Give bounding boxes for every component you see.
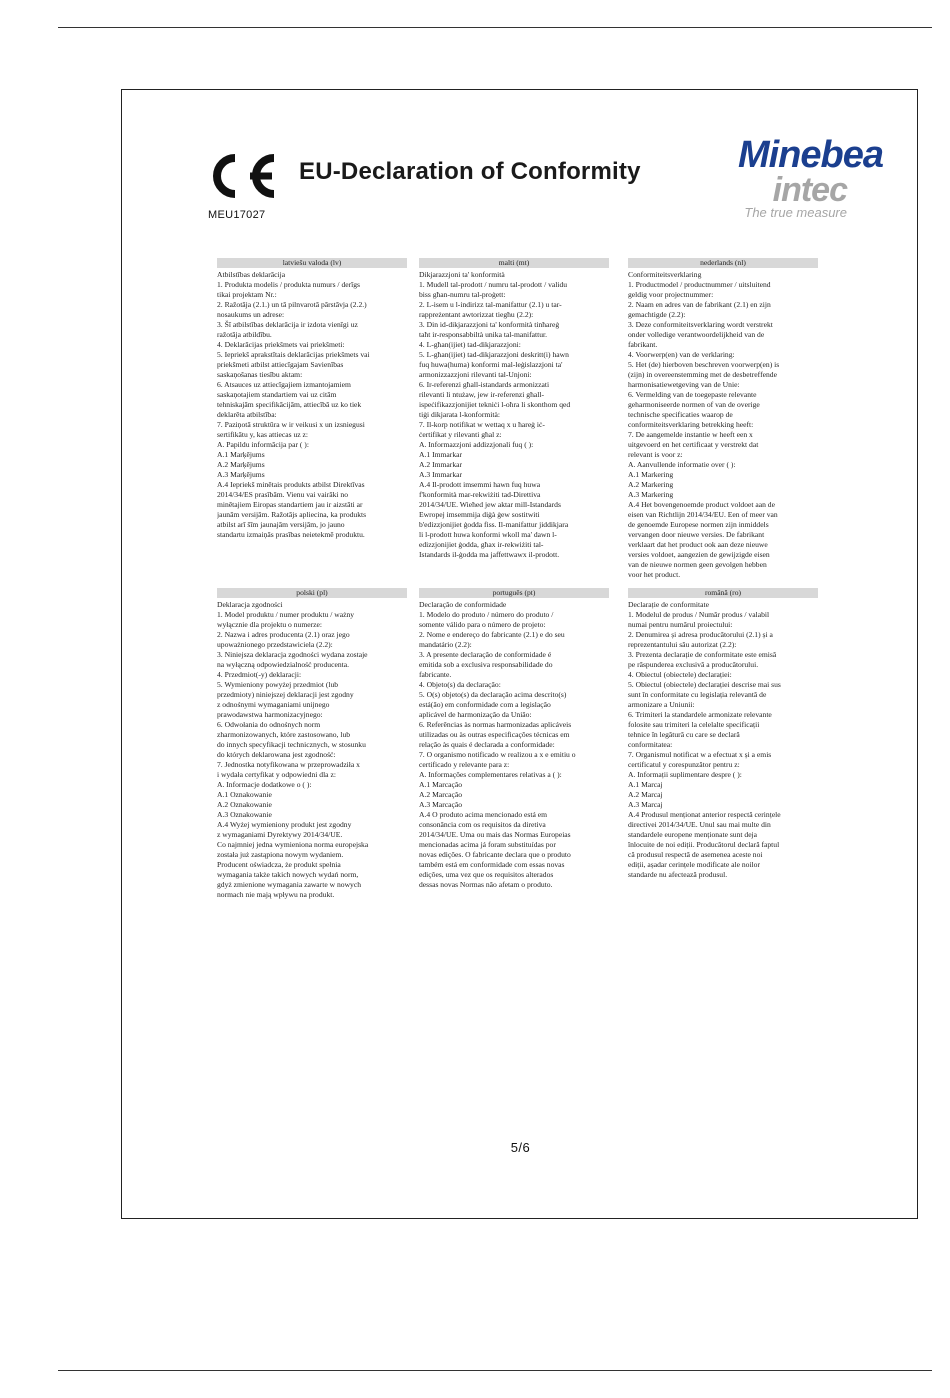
declaration-text-line: 5. Obiectul (obiectele) declarației descrise mai sus xyxy=(628,680,781,689)
declaration-text-line: harmonisatiewetgeving van de Unie: xyxy=(628,380,740,389)
declaration-text-line: tehniskajām specifikācijām, attiecībā uz ko tiek xyxy=(217,400,362,409)
declaration-text-line: 5. L-għan(ijiet) tad-dikjarazzjoni deskritt(i) hawn xyxy=(419,350,569,359)
declaration-text-line: A.1 Marcaj xyxy=(628,780,663,789)
declaration-text-line: numai pentru numărul proiectului: xyxy=(628,620,733,629)
declaration-text-line: A. Aanvullende informatie over ( ): xyxy=(628,460,736,469)
declaration-text-line: A.3 Immarkar xyxy=(419,470,463,479)
language-section xyxy=(628,588,818,880)
declaration-text-line: rilevanti li ntużaw, jew ir-referenzi għall- xyxy=(419,390,545,399)
declaration-text-line: A.3 Marcação xyxy=(419,800,463,809)
declaration-text-line: A.3 Marcaj xyxy=(628,800,663,809)
declaration-text-line: Atbilstības deklarācija xyxy=(217,270,286,279)
declaration-text-line: 2014/34/UE. Uma ou mais das Normas Europeias xyxy=(419,830,571,839)
declaration-text-line: ediții, așadar cerințele modificate ale noilor xyxy=(628,860,760,869)
declaration-text-line: i wydała certyfikat y odpowiedni dla z: xyxy=(217,770,336,779)
ce-mark-icon xyxy=(202,146,282,206)
language-header: română (ro) xyxy=(628,588,818,598)
declaration-text-line: consonância com os requisitos da diretiva xyxy=(419,820,546,829)
declaration-text-line: wyłącznie dla projektu o numerze: xyxy=(217,620,323,629)
declaration-text-line: 4. Objeto(s) da declaração: xyxy=(419,680,501,689)
declaration-text-line: de genoemde Europese normen zijn inmiddels xyxy=(628,520,769,529)
declaration-text-line: directivei 2014/34/UE. Unul sau mai multe din xyxy=(628,820,771,829)
declaration-text-line: gemachtigde (2.2): xyxy=(628,310,686,319)
declaration-text-line: (zijn) in overeenstemming met de desbetreffende xyxy=(628,370,777,379)
declaration-text-line: utilizadas ou às outras especificações técnicas em xyxy=(419,730,570,739)
declaration-text-line: b'edizzjonijiet ġodda fiss. Il-manifattur jiddikjara xyxy=(419,520,569,529)
declaration-text-line: z odnośnymi wymaganiami unijnego xyxy=(217,700,330,709)
declaration-text-line: saskaņotajiem standartiem vai uz citām xyxy=(217,390,337,399)
declaration-text-line: também está em conformidade com essas novas xyxy=(419,860,565,869)
declaration-text-line: 3. Din id-dikjarazzjoni ta' konformità tinħareġ xyxy=(419,320,560,329)
declaration-text-line: 2. Denumirea și adresa producătorului (2.1) și a xyxy=(628,630,773,639)
declaration-text-line: standartu izmaiņās prasības neietekmē produktu. xyxy=(217,530,365,539)
declaration-text-line: novas edições. O fabricante declara que o produto xyxy=(419,850,571,859)
declaration-text-line: Dikjarazzjoni ta' konformità xyxy=(419,270,505,279)
declaration-text-line: 7. Paziņotā struktūra w ir veikusi x un izsniegusi xyxy=(217,420,365,429)
declaration-text-line: A.1 Immarkar xyxy=(419,450,463,459)
language-section xyxy=(217,258,407,540)
declaration-text-line: A. Informacje dodatkowe o ( ): xyxy=(217,780,312,789)
declaration-text-line: 3. Prezenta declarație de conformitate este emisă xyxy=(628,650,777,659)
declaration-text-line: ċertifikat y rilevanti għal z: xyxy=(419,430,502,439)
declaration-text-line: că produsul respectă de asemenea aceste noi xyxy=(628,850,763,859)
declaration-text-line: 5. Iepriekš aprakstītais deklarācijas priekšmets vai xyxy=(217,350,370,359)
declaration-text-line: onder volledige verantwoordelijkheid van de xyxy=(628,330,765,339)
brand-name-primary: Minebea xyxy=(737,134,883,176)
declaration-text-line: wymagania także takich nowych wydań norm, xyxy=(217,870,359,879)
declaration-text-line: 1. Modelo do produto / número do produto / xyxy=(419,610,554,619)
declaration-text-line: 6. Odwołania do odnośnych norm xyxy=(217,720,321,729)
declaration-text-line: A.1 Marcação xyxy=(419,780,463,789)
bottom-rule xyxy=(58,1370,932,1371)
declaration-text-line: nosaukums un adrese: xyxy=(217,310,285,319)
declaration-text-line: van de nieuwe normen geen gevolgen hebben xyxy=(628,560,767,569)
declaration-text-line: 7. Il-korp notifikat w wettaq x u ħareġ iċ- xyxy=(419,420,545,429)
declaration-text-line: Producent oświadcza, że produkt spełnia xyxy=(217,860,341,869)
declaration-text-line: A.4 Iepriekš minētais produkts atbilst Direktīvas xyxy=(217,480,365,489)
declaration-text-line: 2. Ražotāja (2.1.) un tā pilnvarotā pārstāvja (2.2.) xyxy=(217,300,367,309)
declaration-text-line: 2. Nazwa i adres producenta (2.1) oraz jego xyxy=(217,630,350,639)
declaration-text-line: do których deklarowana jest zgodność: xyxy=(217,750,336,759)
declaration-text-line: A.2 Marcação xyxy=(419,790,463,799)
declaration-text-line: 7. Jednostka notyfikowana w przeprowadziła x xyxy=(217,760,360,769)
declaration-text-line: eisen van Richtlijn 2014/34/EU. Een of meer van xyxy=(628,510,778,519)
declaration-text-line: A.2 Marķējums xyxy=(217,460,265,469)
language-header: latviešu valoda (lv) xyxy=(217,258,407,268)
declaration-text-line: na wyłączną odpowiedzialność producenta. xyxy=(217,660,349,669)
declaration-text-line: 6. Atsauces uz attiecīgajiem izmantojamiem xyxy=(217,380,351,389)
section-body xyxy=(217,600,407,900)
language-header: polski (pl) xyxy=(217,588,407,598)
declaration-text-line: conformiteitsverklaring betrekking heeft: xyxy=(628,420,754,429)
language-header: português (pt) xyxy=(419,588,609,598)
declaration-text-line: Istandards il-ġodda ma jaffettwawx il-prodott. xyxy=(419,550,560,559)
declaration-text-line: A.4 Het bovengenoemde product voldoet aan de xyxy=(628,500,775,509)
document-title: EU-Declaration of Conformity xyxy=(299,158,641,185)
declaration-text-line: prawodawstwa harmonizacyjnego: xyxy=(217,710,323,719)
declaration-text-line: 4. L-għan(ijiet) tad-dikjarazzjoni: xyxy=(419,340,521,349)
declaration-text-line: relação às quais é declarada a conformidade: xyxy=(419,740,555,749)
declaration-text-line: A. Informații suplimentare despre ( ): xyxy=(628,770,742,779)
declaration-text-line: 6. Vermelding van de toegepaste relevante xyxy=(628,390,757,399)
declaration-text-line: priekšmeti atbilst attiecīgajam Savienības xyxy=(217,360,344,369)
declaration-text-line: 6. Ir-referenzi għall-istandards armonizzati xyxy=(419,380,550,389)
declaration-text-line: A.2 Marcaj xyxy=(628,790,663,799)
language-section xyxy=(628,258,818,580)
declaration-text-line: 2. Nome e endereço do fabricante (2.1) e do seu xyxy=(419,630,565,639)
language-section xyxy=(217,588,407,900)
declaration-text-line: 5. Het (de) hierboven beschreven voorwerp(en) is xyxy=(628,360,780,369)
declaration-text-line: geharmoniseerde normen of van de overige xyxy=(628,400,760,409)
declaration-text-line: 3. A presente declaração de conformidade é xyxy=(419,650,552,659)
declaration-text-line: ispeċifikazzjonijiet tekniċi l-oħra li skonthom qed xyxy=(419,400,571,409)
brand-tagline: The true measure xyxy=(744,205,847,220)
declaration-text-line: Deklaracja zgodności xyxy=(217,600,283,609)
declaration-text-line: atbilst arī šīm jaunajām versijām, jo jauno xyxy=(217,520,345,529)
declaration-text-line: 7. De aangemelde instantie w heeft een x xyxy=(628,430,753,439)
declaration-text-line: A.4 O produto acima mencionado está em xyxy=(419,810,547,819)
declaration-page-frame xyxy=(121,89,918,1219)
declaration-text-line: 3. Niniejsza deklaracja zgodności wydana zostaje xyxy=(217,650,368,659)
declaration-text-line: A.1 Oznakowanie xyxy=(217,790,272,799)
declaration-text-line: verklaart dat het product ook aan deze nieuwe xyxy=(628,540,768,549)
language-header: malti (mt) xyxy=(419,258,609,268)
declaration-text-line: 6. Trimiteri la standardele armonizate relevante xyxy=(628,710,772,719)
declaration-text-line: fuq huwa(huma) konformi mal-leġislazzjoni ta' xyxy=(419,360,563,369)
declaration-text-line: A. Papildu informācija par ( ): xyxy=(217,440,309,449)
declaration-text-line: A.3 Markering xyxy=(628,490,674,499)
declaration-text-line: 5. Wymieniony powyżej przedmiot (lub xyxy=(217,680,339,689)
declaration-text-line: upoważnionego przedstawiciela (2.2): xyxy=(217,640,333,649)
declaration-text-line: geldig voor projectnummer: xyxy=(628,290,714,299)
declaration-text-line: sertifikātu y, kas attiecas uz z: xyxy=(217,430,309,439)
brand-name-secondary: intec xyxy=(772,171,847,209)
declaration-text-line: dessas novas Normas não afetam o produto. xyxy=(419,880,553,889)
declaration-text-line: conformitatea: xyxy=(628,740,673,749)
declaration-text-line: tehnice în legătură cu care se declară xyxy=(628,730,740,739)
section-body xyxy=(628,270,818,580)
declaration-text-line: normach nie mają wpływu na produkt. xyxy=(217,890,335,899)
declaration-text-line: li l-prodott huwa konformi wkoll ma' dawn l- xyxy=(419,530,557,539)
declaration-text-line: folosite sau trimiteri la celelalte specificații xyxy=(628,720,760,729)
declaration-text-line: Declarație de conformitate xyxy=(628,600,709,609)
declaration-text-line: 4. Przedmiot(-y) deklaracji: xyxy=(217,670,302,679)
brand-logo xyxy=(653,136,883,226)
declaration-text-line: ražotāja atbildību. xyxy=(217,330,272,339)
declaration-text-line: versies voldoet, aangezien de gewijzigde eisen xyxy=(628,550,770,559)
section-body xyxy=(419,600,609,890)
declaration-text-line: tiġi dikjarata l-konformità: xyxy=(419,410,500,419)
declaration-text-line: deklarēta atbilstība: xyxy=(217,410,277,419)
declaration-text-line: fabricante. xyxy=(419,670,452,679)
declaration-text-line: A.1 Markering xyxy=(628,470,674,479)
declaration-text-line: A.4 Wyżej wymieniony produkt jest zgodny xyxy=(217,820,352,829)
declaration-text-line: A.2 Oznakowanie xyxy=(217,800,272,809)
declaration-text-line: została już zastąpiona nowym wydaniem. xyxy=(217,850,344,859)
declaration-text-line: 4. Obiectul (obiectele) declarației: xyxy=(628,670,732,679)
declaration-text-line: technische specificaties waarop de xyxy=(628,410,733,419)
declaration-text-line: sunt în conformitate cu legislația relevantă de xyxy=(628,690,767,699)
section-body xyxy=(217,270,407,540)
declaration-text-line: 3. Deze conformiteitsverklaring wordt verstrekt xyxy=(628,320,773,329)
declaration-text-line: 1. Mudell tal-prodott / numru tal-prodott / validu xyxy=(419,280,568,289)
document-code: MEU17027 xyxy=(208,209,266,221)
declaration-text-line: pe răspunderea exclusivă a producătorului. xyxy=(628,660,759,669)
declaration-text-line: standarde nu afectează produsul. xyxy=(628,870,728,879)
declaration-text-line: uitgevoerd en het certificaat y verstrekt dat xyxy=(628,440,759,449)
top-rule xyxy=(58,27,932,28)
declaration-text-line: 1. Model produktu / numer produktu / ważny xyxy=(217,610,355,619)
declaration-text-line: 5. O(s) objeto(s) da declaração acima descrito(s) xyxy=(419,690,567,699)
declaration-text-line: 1. Produkta modelis / produkta numurs / derīgs xyxy=(217,280,361,289)
declaration-text-line: fabrikant. xyxy=(628,340,658,349)
declaration-text-line: 2014/34/UE. Wieħed jew aktar mill-Istandards xyxy=(419,500,561,509)
declaration-text-line: minētajiem Eiropas standartiem jau ir aizstāti ar xyxy=(217,500,363,509)
declaration-text-line: 2. L-isem u l-indirizz tal-manifattur (2.1) u tar- xyxy=(419,300,562,309)
declaration-text-line: Declaração de conformidade xyxy=(419,600,507,609)
declaration-text-line: armonizzazzjoni rilevanti tal-Unjoni: xyxy=(419,370,532,379)
declaration-text-line: mandatário (2.2): xyxy=(419,640,472,649)
declaration-text-line: emitida sob a exclusiva responsabilidade do xyxy=(419,660,553,669)
declaration-text-line: biss għan-numru tal-proġett: xyxy=(419,290,506,299)
declaration-text-line: edizzjonijiet ġodda, għax ir-rekwiżiti tal- xyxy=(419,540,544,549)
declaration-text-line: 2. Naam en adres van de fabrikant (2.1) en zijn xyxy=(628,300,771,309)
declaration-text-line: 1. Productmodel / productnummer / uitsluitend xyxy=(628,280,771,289)
language-header: nederlands (nl) xyxy=(628,258,818,268)
declaration-text-line: A.4 Il-prodott imsemmi hawn fuq huwa xyxy=(419,480,541,489)
declaration-text-line: 7. O organismo notificado w realizou a x e emitiu o xyxy=(419,750,576,759)
declaration-text-line: armonizare a Uniunii: xyxy=(628,700,695,709)
declaration-text-line: está(ão) em conformidade com a legislação xyxy=(419,700,551,709)
declaration-text-line: relevant is voor z: xyxy=(628,450,683,459)
declaration-text-line: edições, uma vez que os requisitos alterados xyxy=(419,870,554,879)
declaration-text-line: do innych specyfikacji technicznych, w stosunku xyxy=(217,740,366,749)
declaration-text-line: A.3 Marķējums xyxy=(217,470,265,479)
declaration-text-line: taħt ir-responsabbiltà unika tal-manifattur. xyxy=(419,330,548,339)
declaration-text-line: saskaņošanas tiesību aktam: xyxy=(217,370,303,379)
declaration-text-line: vervangen door nieuwe versies. De fabrikant xyxy=(628,530,765,539)
declaration-text-line: z wymaganiami Dyrektywy 2014/34/UE. xyxy=(217,830,343,839)
section-body xyxy=(628,600,818,880)
declaration-text-line: przedmioty) niniejszej deklaracji jest zgodny xyxy=(217,690,354,699)
declaration-text-line: A. Informazzjoni addizzjonali fuq ( ): xyxy=(419,440,534,449)
declaration-text-line: voor het product. xyxy=(628,570,681,579)
declaration-text-line: mencionadas acima já foram substituídas por xyxy=(419,840,556,849)
declaration-text-line: somente válido para o número de projeto: xyxy=(419,620,546,629)
declaration-text-line: 4. Deklarācijas priekšmets vai priekšmeti: xyxy=(217,340,345,349)
declaration-text-line: 3. Šī atbilstības deklarācija ir izdota vienīgi uz xyxy=(217,320,358,329)
declaration-text-line: A.3 Oznakowanie xyxy=(217,810,272,819)
declaration-text-line: Ewropej imsemmija diġà ġew sostitwiti xyxy=(419,510,540,519)
declaration-text-line: 4. Voorwerp(en) van de verklaring: xyxy=(628,350,735,359)
declaration-text-line: rappreżentant awtorizzat tiegħu (2.2): xyxy=(419,310,534,319)
declaration-text-line: jaunām versijām. Ražotājs apliecina, ka produkts xyxy=(217,510,367,519)
declaration-text-line: certificado y relevante para z: xyxy=(419,760,510,769)
declaration-text-line: reprezentantului său autorizat (2.2): xyxy=(628,640,737,649)
section-body xyxy=(419,270,609,560)
declaration-text-line: 2014/34/ES prasībām. Vienu vai vairāki no xyxy=(217,490,349,499)
declaration-text-line: A. Informações complementares relativas a ( ): xyxy=(419,770,562,779)
declaration-text-line: zharmonizowanych, które zastosowano, lub xyxy=(217,730,351,739)
declaration-text-line: certificatul y corespunzător pentru z: xyxy=(628,760,740,769)
declaration-text-line: înlocuite de noi ediții. Producătorul declară faptul xyxy=(628,840,780,849)
declaration-text-line: A.4 Produsul menționat anterior respectă cerințele xyxy=(628,810,781,819)
declaration-text-line: standardele europene menționate sunt deja xyxy=(628,830,758,839)
declaration-text-line: gdyż zmienione wymagania zawarte w nowych xyxy=(217,880,362,889)
declaration-text-line: Conformiteitsverklaring xyxy=(628,270,702,279)
language-section xyxy=(419,588,609,890)
declaration-text-line: Co najmniej jedna wymieniona norma europejska xyxy=(217,840,369,849)
declaration-text-line: tikai projektam Nr.: xyxy=(217,290,277,299)
declaration-text-line: A.2 Markering xyxy=(628,480,674,489)
language-section xyxy=(419,258,609,560)
declaration-text-line: aplicável de harmonização da União: xyxy=(419,710,532,719)
declaration-text-line: 6. Referências às normas harmonizadas aplicáveis xyxy=(419,720,572,729)
declaration-text-line: A.1 Marķējums xyxy=(217,450,265,459)
page-number: 5/6 xyxy=(510,1140,531,1155)
declaration-text-line: 1. Modelul de produs / Număr produs / valabil xyxy=(628,610,770,619)
declaration-text-line: A.2 Immarkar xyxy=(419,460,463,469)
declaration-text-line: 7. Organismul notificat w a efectuat x și a emis xyxy=(628,750,772,759)
declaration-text-line: f'konformità mar-rekwiżiti tad-Direttiva xyxy=(419,490,541,499)
